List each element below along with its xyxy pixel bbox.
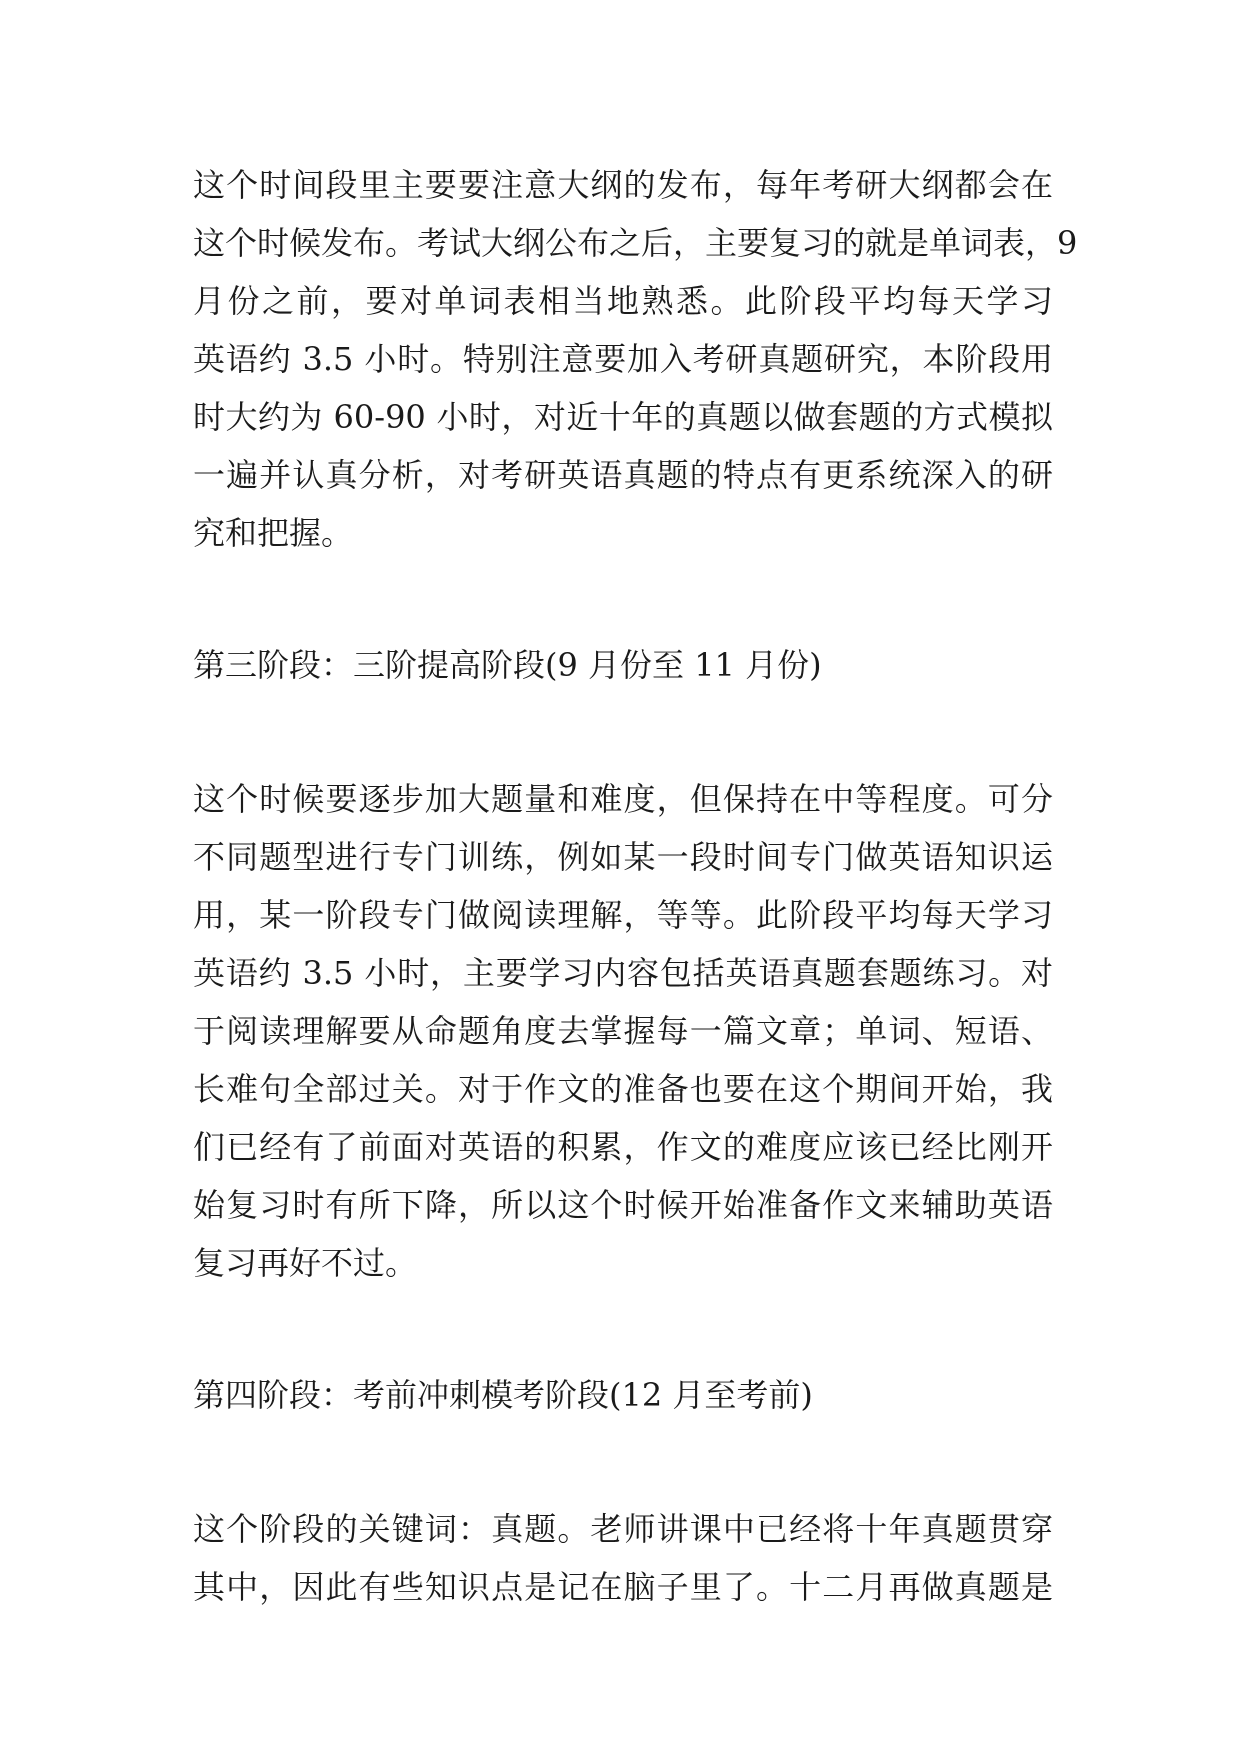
text-line: 究和把握。 (193, 514, 354, 552)
paragraph-spacer (193, 562, 1053, 636)
text-line: 英语约 3.5 小时，主要学习内容包括英语真题套题练习。对 (193, 954, 1053, 992)
paragraph-spacer (193, 1424, 1053, 1500)
text-line: 始复习时有所下降，所以这个时候开始准备作文来辅助英语 (193, 1186, 1053, 1224)
text-line: 复习再好不过。 (193, 1244, 418, 1282)
text-line: 英语约 3.5 小时。特别注意要加入考研真题研究，本阶段用 (193, 340, 1053, 378)
text-line: 其中，因此有些知识点是记在脑子里了。十二月再做真题是 (193, 1568, 1053, 1606)
text-line: 这个时候发布。考试大纲公布之后，主要复习的就是单词表，9 (193, 224, 1078, 262)
section-heading-text: 第四阶段：考前冲刺模考阶段(12 月至考前) (193, 1376, 813, 1414)
paragraph-spacer (193, 694, 1053, 770)
section-heading-stage-4 (193, 1366, 1053, 1424)
document-body (193, 156, 1078, 1616)
text-line: 一遍并认真分析，对考研英语真题的特点有更系统深入的研 (193, 456, 1053, 494)
paragraph-syllabus (193, 156, 1078, 562)
text-line: 用，某一阶段专门做阅读理解，等等。此阶段平均每天学习 (193, 896, 1053, 934)
section-heading-text: 第三阶段：三阶提高阶段(9 月份至 11 月份) (193, 646, 822, 684)
text-line: 长难句全部过关。对于作文的准备也要在这个期间开始，我 (193, 1070, 1053, 1108)
paragraph-stage-3 (193, 770, 1053, 1292)
text-line: 这个时候要逐步加大题量和难度，但保持在中等程度。可分 (193, 780, 1053, 818)
text-line: 不同题型进行专门训练，例如某一段时间专门做英语知识运 (193, 838, 1053, 876)
text-line: 时大约为 60-90 小时，对近十年的真题以做套题的方式模拟 (193, 398, 1053, 436)
section-heading-stage-3 (193, 636, 1053, 694)
text-line: 于阅读理解要从命题角度去掌握每一篇文章；单词、短语、 (193, 1012, 1053, 1050)
text-line: 们已经有了前面对英语的积累，作文的难度应该已经比刚开 (193, 1128, 1053, 1166)
paragraph-stage-4 (193, 1500, 1053, 1616)
text-line: 这个时间段里主要要注意大纲的发布，每年考研大纲都会在 (193, 166, 1053, 204)
text-line: 这个阶段的关键词：真题。老师讲课中已经将十年真题贯穿 (193, 1510, 1053, 1548)
paragraph-spacer (193, 1292, 1053, 1366)
text-line: 月份之前，要对单词表相当地熟悉。此阶段平均每天学习 (193, 282, 1053, 320)
